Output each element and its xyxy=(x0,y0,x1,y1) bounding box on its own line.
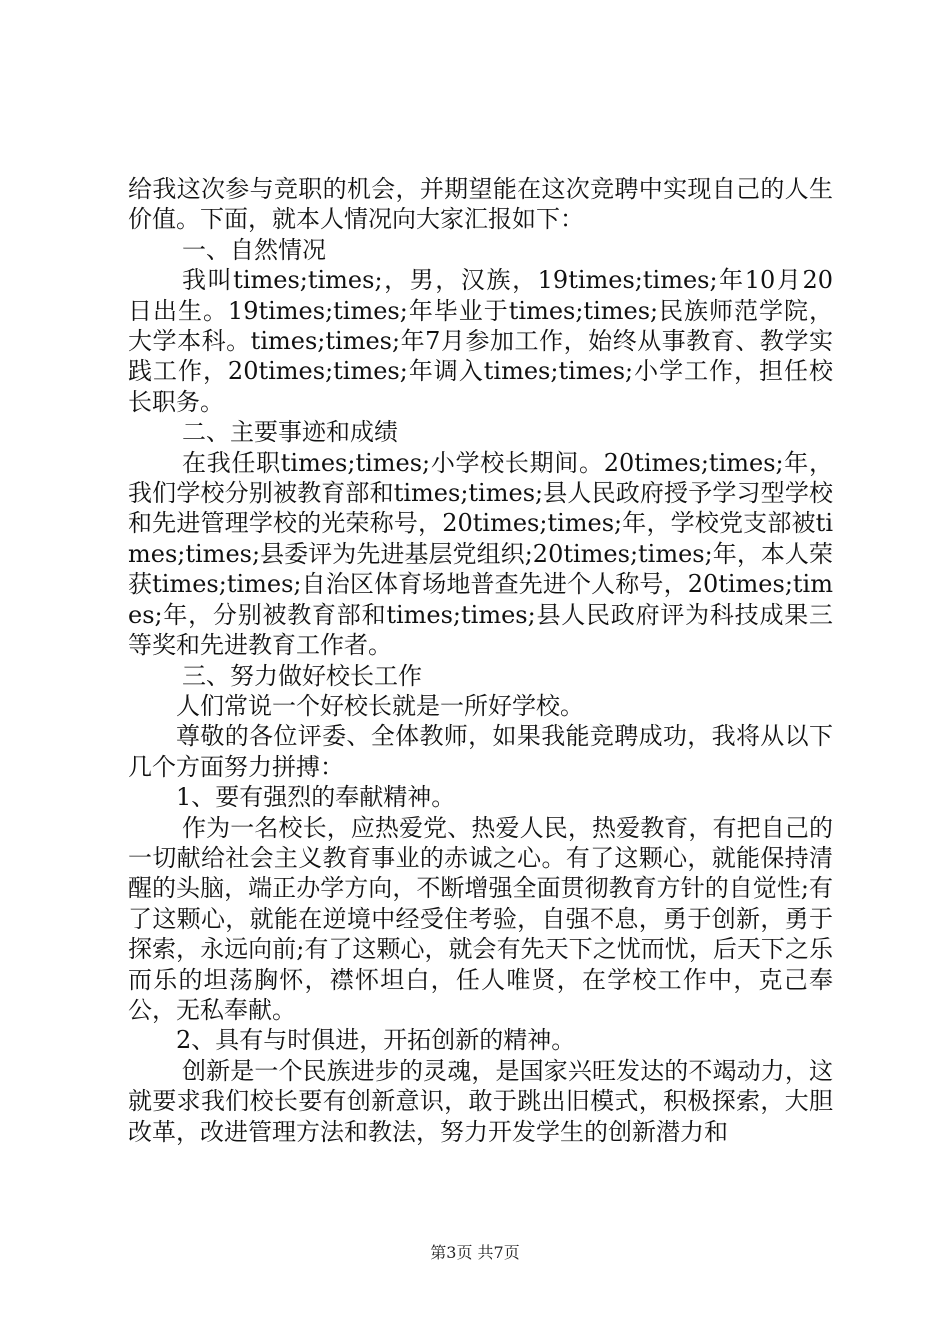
paragraph-address-judges: 尊敬的各位评委、全体教师，如果我能竞聘成功，我将从以下几个方面努力拼搏： xyxy=(128,722,833,781)
paragraph-dedication: 作为一名校长，应热爱党、热爱人民，热爱教育，有把自己的一切献给社会主义教育事业的赤诚之心。有了这颗心，就能保持清醒的头脑，端正办学方向，不断增强全面贯彻教育方针的自觉性;有了这颗心，就能在逆境中经受住考验，自强不息，勇于创新，勇于探索，永远向前;有了这颗心，就会有先天下之忧而忧，后天下之乐而乐的坦荡胸怀，襟怀坦白，任人唯贤，在学校工作中，克己奉公，无私奉献。 xyxy=(128,813,833,1024)
paragraph-personal-info: 我叫times;times;，男，汉族，19times;times;年10月20日出生。19times;times;年毕业于times;times;民族师范学院，大学本科。times;times;年7月参加工作，始终从事教育、教学实践工作，20times;times;年调入times;times;小学工作，担任校长职务。 xyxy=(128,266,833,416)
subheading-innovation: 2、具有与时俱进，开拓创新的精神。 xyxy=(176,1026,576,1055)
subheading-dedication: 1、要有强烈的奉献精神。 xyxy=(176,783,456,812)
section-heading-natural-situation: 一、自然情况 xyxy=(182,235,326,264)
section-heading-achievements: 二、主要事迹和成绩 xyxy=(182,418,398,447)
paragraph-good-principal: 人们常说一个好校长就是一所好学校。 xyxy=(176,691,584,720)
section-heading-principal-work: 三、努力做好校长工作 xyxy=(182,661,422,690)
paragraph-achievements: 在我任职times;times;小学校长期间。20times;times;年，我们学校分别被教育部和times;times;县人民政府授予学习型学校和先进管理学校的光荣称号，20times;times;年，学校党支部被times;times;县委评为先进基层党组织;20times;times;年，本人荣获times;times;自治区体育场地普查先进个人称号，20times;times;年，分别被教育部和times;times;县人民政府评为科技成果三等奖和先进教育工作者。 xyxy=(128,448,833,660)
document-body xyxy=(128,174,833,1147)
paragraph-innovation: 创新是一个民族进步的灵魂，是国家兴旺发达的不竭动力，这就要求我们校长要有创新意识，敢于跳出旧模式，积极探索，大胆改革，改进管理方法和教法，努力开发学生的创新潜力和 xyxy=(128,1056,833,1146)
paragraph-intro: 给我这次参与竞职的机会，并期望能在这次竞聘中实现自己的人生价值。下面，就本人情况向大家汇报如下： xyxy=(128,175,833,234)
page-footer: 第3页 共7页 xyxy=(430,1243,520,1262)
